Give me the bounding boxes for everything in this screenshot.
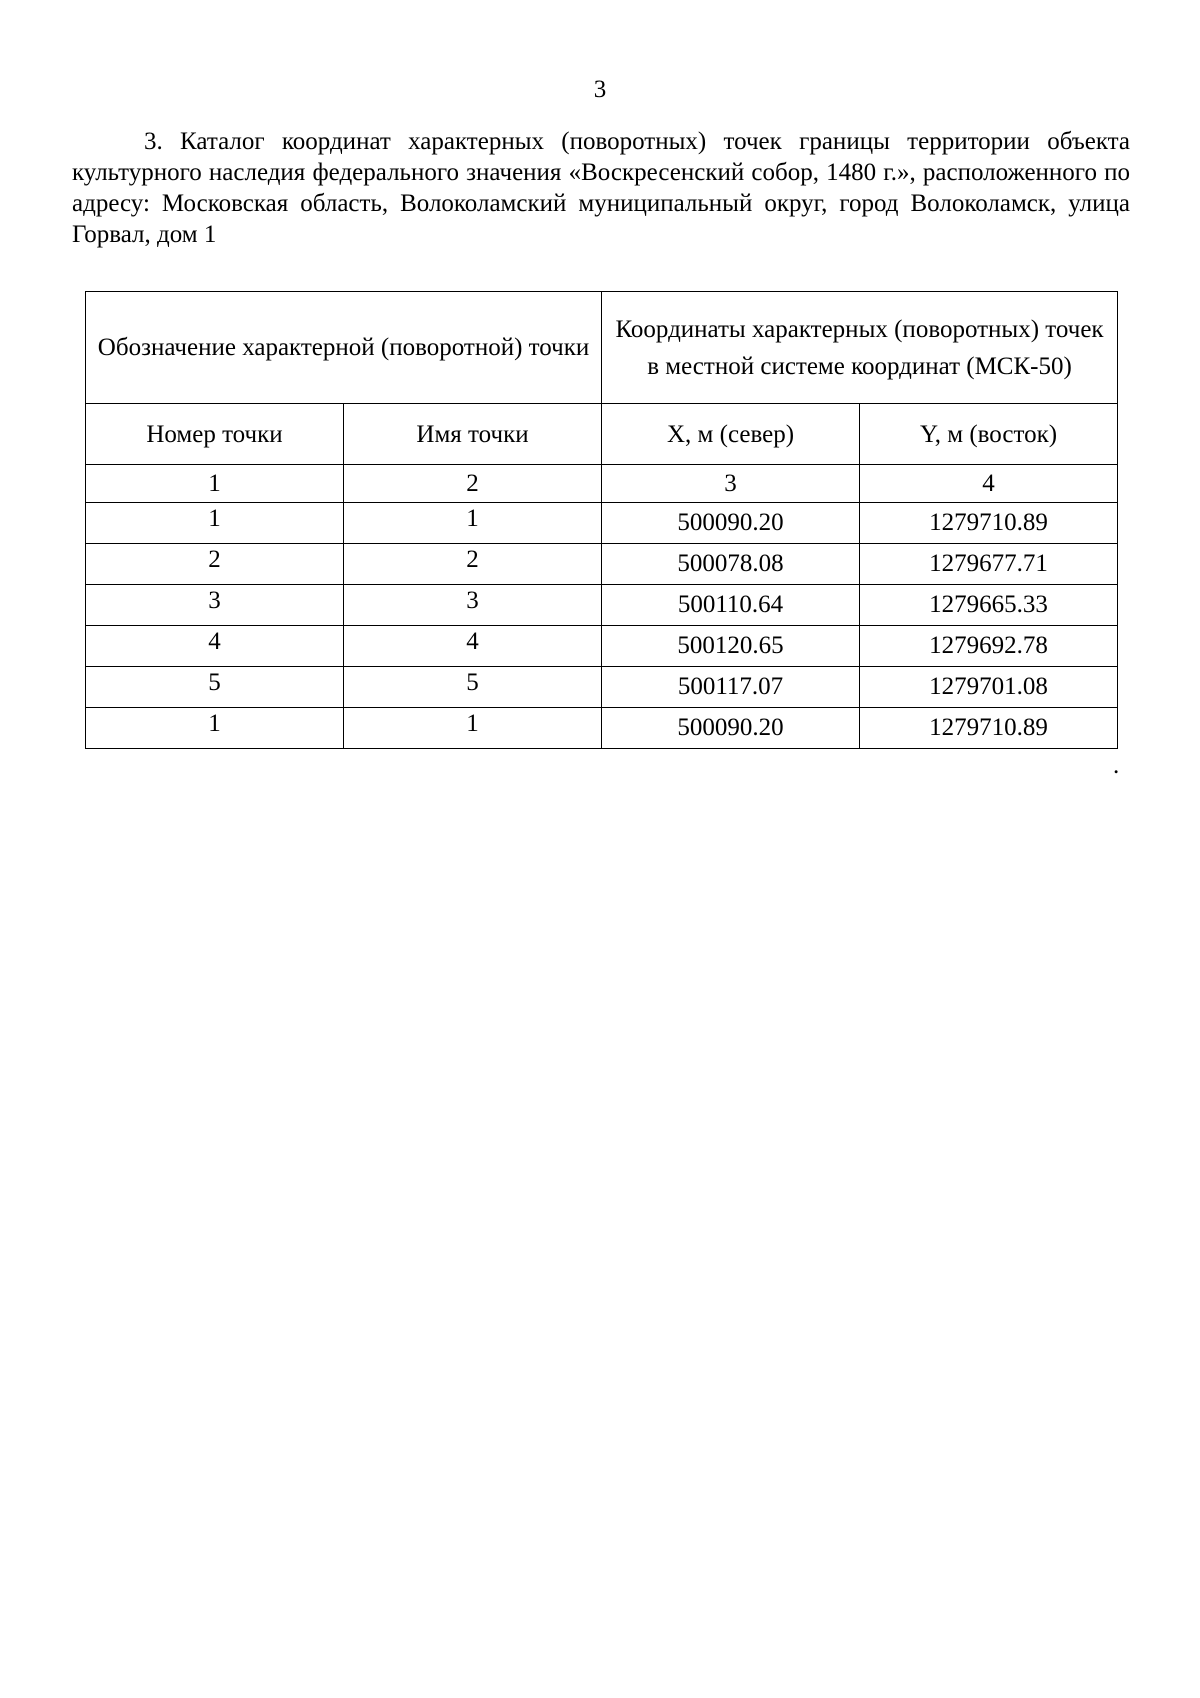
x-coordinate-cell: 500120.65 — [602, 626, 860, 667]
page-number: 3 — [593, 76, 607, 103]
column-number: 1 — [86, 465, 344, 503]
column-number: 3 — [602, 465, 860, 503]
table-row — [86, 667, 1118, 708]
trailing-period: . — [1113, 752, 1120, 779]
catalog-heading-paragraph: 3. Каталог координат характерных (поворотных) точек границы территории объекта культурного наследия федерального значения «Воскресенский собор, 1480 г.», расположенного по адресу: Московская область, Волоколамский муниципальный округ, город Волоколамск, улица Горвал, дом 1 — [72, 128, 1130, 248]
table-row — [86, 585, 1118, 626]
column-number-row — [86, 465, 1118, 503]
point-name-cell: 3 — [344, 585, 602, 626]
point-name-cell: 5 — [344, 667, 602, 708]
point-name-cell: 1 — [344, 708, 602, 749]
y-coordinate-cell: 1279710.89 — [860, 503, 1118, 544]
table-row — [86, 544, 1118, 585]
x-coordinate-cell: 500117.07 — [602, 667, 860, 708]
table-row — [86, 503, 1118, 544]
point-number-cell: 1 — [86, 503, 344, 544]
point-name-cell: 2 — [344, 544, 602, 585]
point-number-cell: 2 — [86, 544, 344, 585]
column-header-y: Y, м (восток) — [860, 404, 1118, 465]
y-coordinate-cell: 1279710.89 — [860, 708, 1118, 749]
column-header-point-number: Номер точки — [86, 404, 344, 465]
y-coordinate-cell: 1279677.71 — [860, 544, 1118, 585]
x-coordinate-cell: 500110.64 — [602, 585, 860, 626]
column-header-x: X, м (север) — [602, 404, 860, 465]
header-point-designation: Обозначение характерной (поворотной) точки — [86, 292, 602, 404]
header-coordinates: Координаты характерных (поворотных) точек в местной системе координат (МСК-50) — [602, 292, 1118, 404]
column-number: 2 — [344, 465, 602, 503]
coordinates-table — [85, 291, 1118, 749]
point-name-cell: 1 — [344, 503, 602, 544]
y-coordinate-cell: 1279692.78 — [860, 626, 1118, 667]
point-name-cell: 4 — [344, 626, 602, 667]
table-row — [86, 708, 1118, 749]
point-number-cell: 4 — [86, 626, 344, 667]
point-number-cell: 1 — [86, 708, 344, 749]
x-coordinate-cell: 500090.20 — [602, 503, 860, 544]
y-coordinate-cell: 1279665.33 — [860, 585, 1118, 626]
x-coordinate-cell: 500090.20 — [602, 708, 860, 749]
column-number: 4 — [860, 465, 1118, 503]
x-coordinate-cell: 500078.08 — [602, 544, 860, 585]
y-coordinate-cell: 1279701.08 — [860, 667, 1118, 708]
table-subheader-row — [86, 404, 1118, 465]
table-header-row — [86, 292, 1118, 404]
point-number-cell: 5 — [86, 667, 344, 708]
table-row — [86, 626, 1118, 667]
point-number-cell: 3 — [86, 585, 344, 626]
column-header-point-name: Имя точки — [344, 404, 602, 465]
